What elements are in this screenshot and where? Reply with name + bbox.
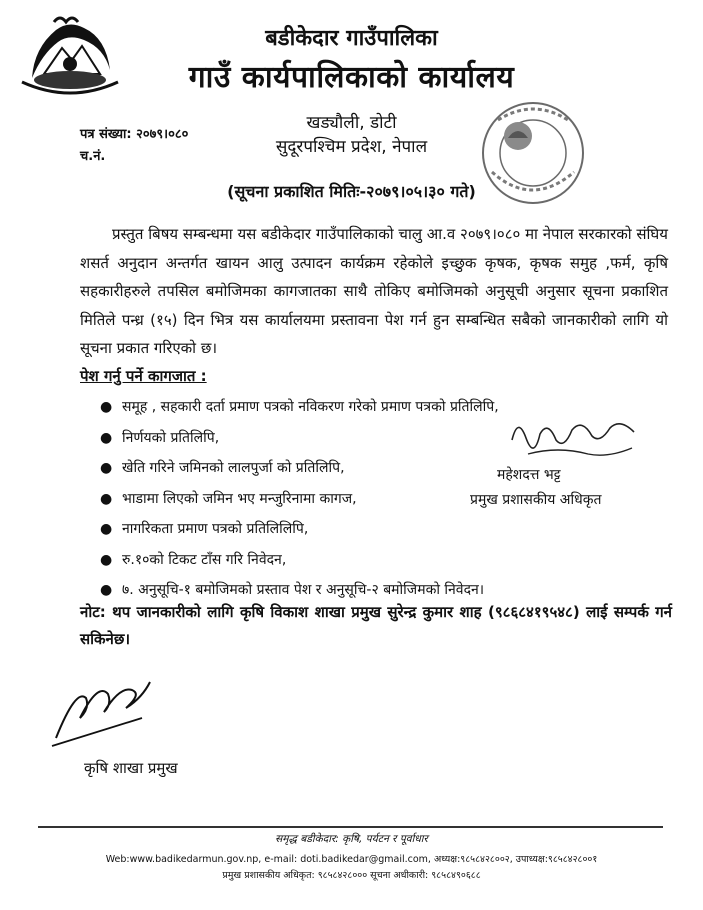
bullet-icon: ● <box>100 429 113 446</box>
dispatch-number: च.नं. <box>80 149 106 164</box>
list-item: ● ७. अनुसूचि-१ बमोजिमको प्रस्ताव पेश र अनुसूचि-२ बमोजिमको निवेदन। <box>100 579 499 610</box>
bullet-icon: ● <box>100 521 113 537</box>
section-head-title: कृषि शाखा प्रमुख <box>84 759 178 777</box>
bullet-icon: ● <box>100 551 113 568</box>
bullet-icon: ● <box>100 460 113 476</box>
list-item: ● समूह , सहकारी दर्ता प्रमाण पत्रको नविकरण गरेको प्रमाण पत्रको प्रतिलिपि, <box>100 396 499 427</box>
footer-contact: Web:www.badikedarmun.gov.np, e-mail: doti.badikedar@gmail.com, अध्यक्ष:९८५८४२८००२, उपाध्यक्ष:९८५८४२८००१ <box>105 854 598 865</box>
signatory-title: प्रमुख प्रशासकीय अधिकृत <box>470 492 602 508</box>
bullet-icon: ● <box>100 490 113 507</box>
notice-body: प्रस्तुत बिषय सम्बन्धमा यस बडीकेदार गाउँपालिकाको चालु आ.व २०७९।०८० मा नेपाल सरकारको संघिय शसर्त अनुदान अन्तर्गत खायन आलु उत्पादन कार्यक्रम रहेकोले इच्छुक कृषक, कृषक समुह ,फर्म, कृषि सहकारीहरुले तपसिल बमोजिमका कागजातका साथै तोकिए बमोजिमको अनुसूची अनुसार सूचना प्रकाशित मितिले पन्ध्र (१५) दिन भित्र यस कार्यालयमा प्रस्तावना पेश गर्न हुन सम्बन्धित सबैको जानकारीको लागि यो सूचना प्रकात गरिएको छ। <box>80 225 668 357</box>
footer-divider <box>38 826 663 828</box>
list-item: ● रु.१०को टिकट टाँस गरि निवेदन, <box>100 549 499 580</box>
documents-list <box>100 396 499 610</box>
signatory-name: महेशदत्त भट्ट <box>497 467 561 483</box>
address-line-1: खड्यौली, डोटी <box>306 113 397 133</box>
list-item: ● भाडामा लिएको जमिन भए मन्जुरिनामा कागज, <box>100 488 499 519</box>
list-item: ● खेति गरिने जमिनको लालपुर्जा को प्रतिलिपि, <box>100 457 499 488</box>
office-title: गाउँ कार्यपालिकाको कार्यालय <box>188 60 515 95</box>
documents-heading: पेश गर्नु पर्ने कागजात : <box>80 367 207 385</box>
bullet-icon: ● <box>100 582 113 598</box>
section-head-signature <box>46 668 156 750</box>
footer-officers: प्रमुख प्रशासकीय अधिकृत: ९८५८४२८००० सूचना अधीकारी: ९८५८४९०६८८ <box>222 870 481 881</box>
list-item: ● निर्णयको प्रतिलिपि, <box>100 427 499 458</box>
office-name: बडीकेदार गाउँपालिका <box>265 26 438 51</box>
contact-note: नोट: थप जानकारीको लागि कृषि विकाश शाखा प्रमुख सुरेन्द्र कुमार शाह (९८६८४१९५४८) लाई सम्पर्क गर्न सकिनेछ। <box>80 603 672 648</box>
cao-signature <box>508 410 638 462</box>
address-line-2: सुदूरपश्चिम प्रदेश, नेपाल <box>275 137 428 157</box>
footer-slogan: समृद्ध बडीकेदार: कृषि, पर्यटन र पूर्वाधार <box>275 833 428 845</box>
notice-publish-date: (सूचना प्रकाशित मितिः-२०७९।०५।३० गते) <box>227 182 476 201</box>
bullet-icon: ● <box>100 399 113 415</box>
reference-number: पत्र संख्या: २०७९।०८० <box>80 127 189 142</box>
list-item: ● नागरिकता प्रमाण पत्रको प्रतिलिलिपि, <box>100 518 499 549</box>
